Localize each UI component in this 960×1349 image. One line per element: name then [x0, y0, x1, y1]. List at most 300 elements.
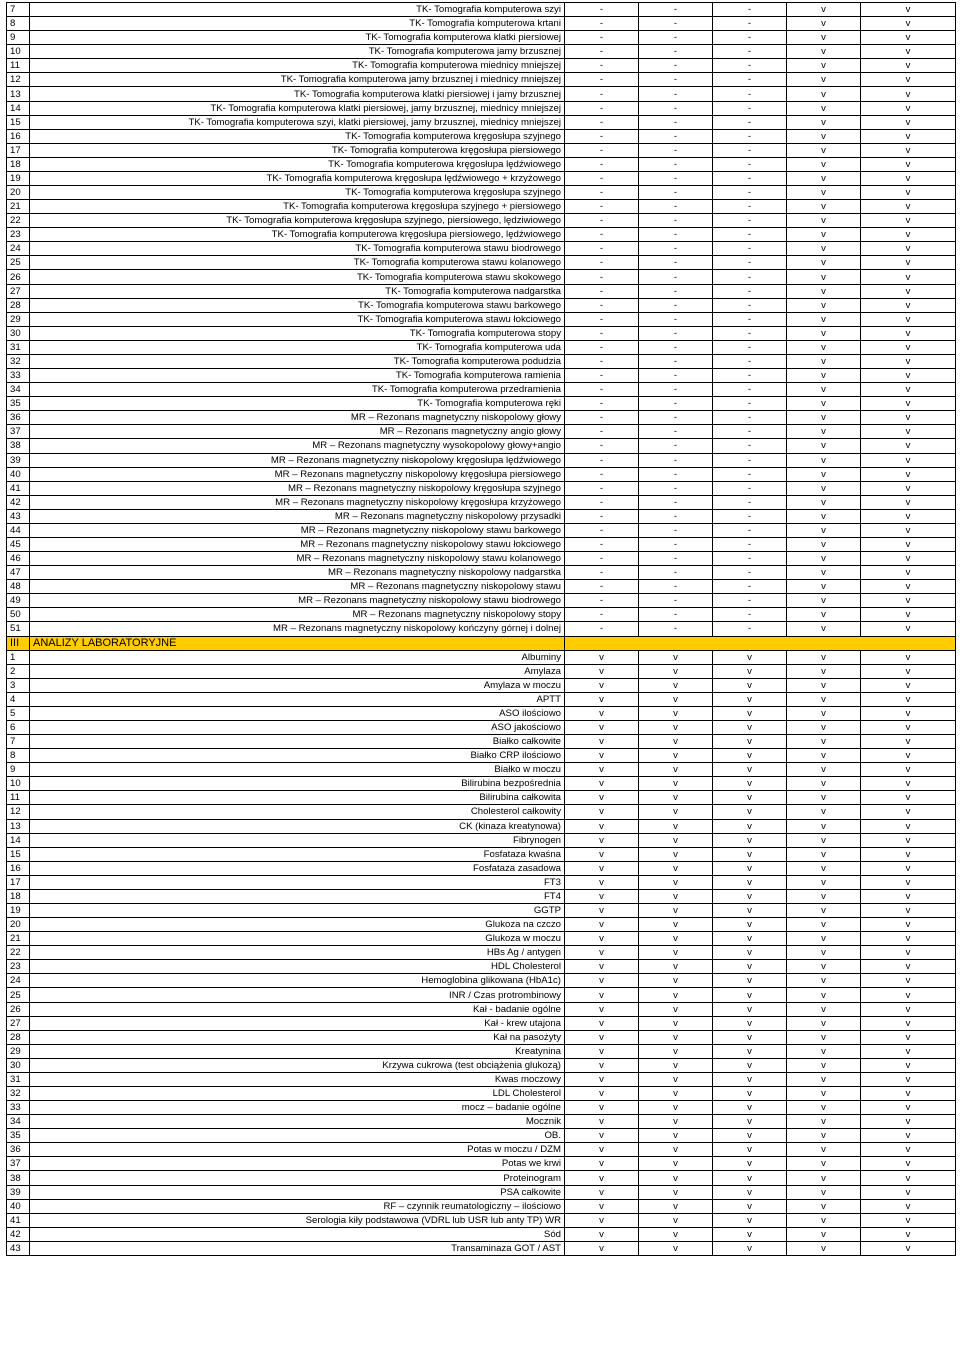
availability-mark-4: v: [787, 580, 861, 594]
availability-mark-3: v: [713, 889, 787, 903]
availability-mark-5: v: [861, 1241, 956, 1255]
availability-mark-2: v: [639, 1002, 713, 1016]
row-number: 17: [7, 143, 30, 157]
table-row: [7, 326, 956, 340]
availability-mark-2: -: [639, 129, 713, 143]
availability-mark-5: v: [861, 889, 956, 903]
availability-mark-4: v: [787, 425, 861, 439]
availability-mark-5: v: [861, 1171, 956, 1185]
service-name: APTT: [30, 692, 565, 706]
table-row: [7, 17, 956, 31]
availability-mark-5: v: [861, 298, 956, 312]
availability-mark-3: -: [713, 439, 787, 453]
availability-mark-3: v: [713, 875, 787, 889]
availability-mark-3: v: [713, 847, 787, 861]
availability-mark-3: -: [713, 552, 787, 566]
service-name: MR – Rezonans magnetyczny niskopolowy kręgosłupa szyjnego: [30, 481, 565, 495]
service-name: Bilirubina bezpośrednia: [30, 777, 565, 791]
row-number: 7: [7, 735, 30, 749]
availability-mark-3: v: [713, 1101, 787, 1115]
availability-mark-4: v: [787, 706, 861, 720]
availability-mark-3: -: [713, 284, 787, 298]
availability-mark-3: -: [713, 87, 787, 101]
table-row: [7, 720, 956, 734]
availability-mark-5: v: [861, 101, 956, 115]
availability-mark-2: v: [639, 1157, 713, 1171]
availability-mark-3: -: [713, 73, 787, 87]
availability-mark-2: v: [639, 1171, 713, 1185]
availability-mark-5: v: [861, 73, 956, 87]
availability-mark-2: v: [639, 777, 713, 791]
availability-mark-5: v: [861, 129, 956, 143]
availability-mark-1: -: [565, 523, 639, 537]
availability-mark-5: v: [861, 1030, 956, 1044]
availability-mark-1: -: [565, 186, 639, 200]
availability-mark-2: -: [639, 256, 713, 270]
availability-mark-4: v: [787, 819, 861, 833]
availability-mark-4: v: [787, 87, 861, 101]
availability-mark-4: v: [787, 1157, 861, 1171]
availability-mark-5: v: [861, 59, 956, 73]
table-row: [7, 1171, 956, 1185]
table-row: [7, 354, 956, 368]
availability-mark-2: v: [639, 1016, 713, 1030]
availability-mark-2: -: [639, 270, 713, 284]
table-row: [7, 608, 956, 622]
availability-mark-1: -: [565, 467, 639, 481]
row-number: 38: [7, 1171, 30, 1185]
availability-mark-5: v: [861, 918, 956, 932]
availability-mark-1: v: [565, 1087, 639, 1101]
availability-mark-3: v: [713, 1199, 787, 1213]
availability-mark-5: v: [861, 354, 956, 368]
table-row: [7, 523, 956, 537]
availability-mark-4: v: [787, 735, 861, 749]
availability-mark-2: -: [639, 425, 713, 439]
availability-mark-2: v: [639, 1115, 713, 1129]
table-row: [7, 875, 956, 889]
availability-mark-2: v: [639, 1143, 713, 1157]
availability-mark-3: -: [713, 580, 787, 594]
availability-mark-3: -: [713, 467, 787, 481]
service-name: TK- Tomografia komputerowa szyi: [30, 3, 565, 17]
row-number: 41: [7, 1213, 30, 1227]
availability-mark-4: v: [787, 411, 861, 425]
table-row: [7, 383, 956, 397]
availability-mark-3: v: [713, 833, 787, 847]
availability-mark-2: -: [639, 467, 713, 481]
availability-mark-5: v: [861, 566, 956, 580]
availability-mark-1: v: [565, 1044, 639, 1058]
availability-mark-5: v: [861, 974, 956, 988]
availability-mark-2: -: [639, 73, 713, 87]
availability-mark-1: -: [565, 115, 639, 129]
service-name: Glukoza w moczu: [30, 932, 565, 946]
row-number: 37: [7, 1157, 30, 1171]
availability-mark-2: v: [639, 678, 713, 692]
service-name: MR – Rezonans magnetyczny niskopolowy kręgosłupa krzyżowego: [30, 495, 565, 509]
availability-mark-2: v: [639, 692, 713, 706]
availability-mark-5: v: [861, 326, 956, 340]
availability-mark-2: v: [639, 861, 713, 875]
availability-mark-5: v: [861, 200, 956, 214]
table-row: [7, 904, 956, 918]
availability-mark-3: v: [713, 1058, 787, 1072]
availability-mark-4: v: [787, 749, 861, 763]
availability-mark-4: v: [787, 622, 861, 636]
availability-mark-2: -: [639, 45, 713, 59]
availability-mark-5: v: [861, 1227, 956, 1241]
table-row: [7, 1157, 956, 1171]
availability-mark-5: v: [861, 312, 956, 326]
availability-mark-3: v: [713, 692, 787, 706]
availability-mark-5: v: [861, 1087, 956, 1101]
table-row: [7, 340, 956, 354]
availability-mark-1: v: [565, 1016, 639, 1030]
availability-mark-4: v: [787, 847, 861, 861]
row-number: 9: [7, 31, 30, 45]
availability-mark-3: v: [713, 1129, 787, 1143]
availability-mark-4: v: [787, 397, 861, 411]
availability-mark-1: -: [565, 312, 639, 326]
availability-mark-3: v: [713, 1087, 787, 1101]
availability-mark-4: v: [787, 552, 861, 566]
availability-mark-2: -: [639, 340, 713, 354]
table-row: [7, 974, 956, 988]
availability-mark-5: v: [861, 481, 956, 495]
availability-mark-3: -: [713, 383, 787, 397]
row-number: 41: [7, 481, 30, 495]
row-number: 20: [7, 186, 30, 200]
availability-mark-2: -: [639, 594, 713, 608]
availability-mark-1: v: [565, 1171, 639, 1185]
section-header-row: [7, 636, 956, 650]
availability-mark-2: v: [639, 875, 713, 889]
availability-mark-3: v: [713, 946, 787, 960]
availability-mark-5: v: [861, 608, 956, 622]
availability-mark-2: -: [639, 580, 713, 594]
availability-mark-4: v: [787, 439, 861, 453]
availability-mark-3: v: [713, 1072, 787, 1086]
service-name: GGTP: [30, 904, 565, 918]
table-row: [7, 284, 956, 298]
availability-mark-2: v: [639, 735, 713, 749]
availability-mark-1: v: [565, 960, 639, 974]
availability-mark-1: -: [565, 537, 639, 551]
service-name: TK- Tomografia komputerowa miednicy mniejszej: [30, 59, 565, 73]
availability-mark-4: v: [787, 692, 861, 706]
availability-mark-3: -: [713, 298, 787, 312]
row-number: 27: [7, 284, 30, 298]
row-number: 25: [7, 256, 30, 270]
row-number: 39: [7, 1185, 30, 1199]
availability-mark-4: v: [787, 833, 861, 847]
row-number: 16: [7, 129, 30, 143]
availability-mark-4: v: [787, 650, 861, 664]
table-row: [7, 932, 956, 946]
availability-mark-4: v: [787, 1087, 861, 1101]
row-number: 9: [7, 763, 30, 777]
service-name: MR – Rezonans magnetyczny niskopolowy stawu: [30, 580, 565, 594]
availability-mark-5: v: [861, 988, 956, 1002]
row-number: 50: [7, 608, 30, 622]
availability-mark-2: v: [639, 1030, 713, 1044]
availability-mark-2: -: [639, 481, 713, 495]
availability-mark-1: v: [565, 678, 639, 692]
availability-mark-3: v: [713, 1002, 787, 1016]
row-number: 14: [7, 833, 30, 847]
table-row: [7, 411, 956, 425]
availability-mark-5: v: [861, 495, 956, 509]
table-row: [7, 495, 956, 509]
availability-mark-3: -: [713, 622, 787, 636]
table-row: [7, 129, 956, 143]
availability-mark-2: v: [639, 1185, 713, 1199]
table-row: [7, 171, 956, 185]
service-name: TK- Tomografia komputerowa stawu skokowego: [30, 270, 565, 284]
availability-mark-2: -: [639, 31, 713, 45]
availability-mark-5: v: [861, 228, 956, 242]
service-name: TK- Tomografia komputerowa ramienia: [30, 369, 565, 383]
service-name: FT3: [30, 875, 565, 889]
availability-mark-1: v: [565, 847, 639, 861]
availability-mark-2: -: [639, 312, 713, 326]
row-number: 30: [7, 1058, 30, 1072]
row-number: 26: [7, 1002, 30, 1016]
row-number: 24: [7, 974, 30, 988]
availability-mark-2: -: [639, 509, 713, 523]
availability-mark-5: v: [861, 439, 956, 453]
availability-mark-4: v: [787, 73, 861, 87]
availability-mark-4: v: [787, 242, 861, 256]
availability-mark-2: v: [639, 720, 713, 734]
table-row: [7, 763, 956, 777]
table-row: [7, 425, 956, 439]
row-number: 7: [7, 3, 30, 17]
availability-mark-5: v: [861, 1115, 956, 1129]
row-number: 10: [7, 45, 30, 59]
availability-mark-4: v: [787, 932, 861, 946]
availability-mark-5: v: [861, 87, 956, 101]
row-number: 1: [7, 650, 30, 664]
availability-mark-1: v: [565, 749, 639, 763]
availability-mark-2: v: [639, 974, 713, 988]
availability-mark-3: -: [713, 186, 787, 200]
availability-mark-1: v: [565, 1185, 639, 1199]
availability-mark-1: v: [565, 1227, 639, 1241]
table-row: [7, 214, 956, 228]
table-row: [7, 1101, 956, 1115]
availability-mark-3: -: [713, 31, 787, 45]
availability-mark-3: -: [713, 3, 787, 17]
availability-mark-4: v: [787, 791, 861, 805]
section-filler: [565, 636, 956, 650]
service-name: FT4: [30, 889, 565, 903]
row-number: 29: [7, 312, 30, 326]
availability-mark-1: v: [565, 1129, 639, 1143]
availability-mark-1: v: [565, 1143, 639, 1157]
availability-mark-4: v: [787, 467, 861, 481]
availability-mark-2: v: [639, 749, 713, 763]
availability-mark-4: v: [787, 354, 861, 368]
availability-mark-4: v: [787, 3, 861, 17]
row-number: 27: [7, 1016, 30, 1030]
availability-mark-4: v: [787, 45, 861, 59]
table-row: [7, 228, 956, 242]
availability-mark-5: v: [861, 411, 956, 425]
service-name: RF – czynnik reumatologiczny – ilościowo: [30, 1199, 565, 1213]
availability-mark-2: v: [639, 904, 713, 918]
service-name: Kał - badanie ogólne: [30, 1002, 565, 1016]
availability-mark-5: v: [861, 453, 956, 467]
row-number: 22: [7, 214, 30, 228]
service-name: MR – Rezonans magnetyczny niskopolowy stawu biodrowego: [30, 594, 565, 608]
availability-mark-2: v: [639, 1072, 713, 1086]
availability-mark-2: -: [639, 552, 713, 566]
table-row: [7, 960, 956, 974]
availability-mark-3: v: [713, 706, 787, 720]
table-row: [7, 749, 956, 763]
availability-mark-2: -: [639, 354, 713, 368]
availability-mark-4: v: [787, 777, 861, 791]
availability-mark-5: v: [861, 467, 956, 481]
service-name: Hemoglobina glikowana (HbA1c): [30, 974, 565, 988]
availability-mark-1: v: [565, 777, 639, 791]
service-name: MR – Rezonans magnetyczny niskopolowy stawu kolanowego: [30, 552, 565, 566]
table-row: [7, 270, 956, 284]
table-row: [7, 87, 956, 101]
availability-mark-4: v: [787, 861, 861, 875]
row-number: 18: [7, 889, 30, 903]
availability-mark-5: v: [861, 1129, 956, 1143]
service-name: MR – Rezonans magnetyczny niskopolowy przysadki: [30, 509, 565, 523]
row-number: 19: [7, 171, 30, 185]
availability-mark-1: v: [565, 918, 639, 932]
availability-mark-2: -: [639, 3, 713, 17]
service-name: Kał - krew utajona: [30, 1016, 565, 1030]
availability-mark-2: v: [639, 1044, 713, 1058]
availability-mark-1: v: [565, 875, 639, 889]
row-number: 40: [7, 1199, 30, 1213]
availability-mark-3: v: [713, 861, 787, 875]
availability-mark-1: -: [565, 594, 639, 608]
service-name: TK- Tomografia komputerowa ręki: [30, 397, 565, 411]
availability-mark-5: v: [861, 1185, 956, 1199]
availability-mark-4: v: [787, 1058, 861, 1072]
table-row: [7, 397, 956, 411]
row-number: 36: [7, 1143, 30, 1157]
service-name: Kał na pasożyty: [30, 1030, 565, 1044]
service-name: Bilirubina całkowita: [30, 791, 565, 805]
availability-mark-4: v: [787, 157, 861, 171]
service-name: Fosfataza kwaśna: [30, 847, 565, 861]
table-row: [7, 594, 956, 608]
availability-mark-1: -: [565, 214, 639, 228]
availability-mark-5: v: [861, 664, 956, 678]
availability-mark-3: -: [713, 157, 787, 171]
availability-mark-1: v: [565, 735, 639, 749]
row-number: 23: [7, 228, 30, 242]
availability-mark-5: v: [861, 622, 956, 636]
service-name: Fosfataza zasadowa: [30, 861, 565, 875]
availability-mark-5: v: [861, 594, 956, 608]
table-row: [7, 777, 956, 791]
availability-mark-4: v: [787, 523, 861, 537]
availability-mark-1: v: [565, 1101, 639, 1115]
availability-mark-1: -: [565, 228, 639, 242]
service-name: mocz – badanie ogólne: [30, 1101, 565, 1115]
availability-mark-5: v: [861, 580, 956, 594]
row-number: 16: [7, 861, 30, 875]
availability-mark-5: v: [861, 763, 956, 777]
availability-mark-5: v: [861, 3, 956, 17]
row-number: 33: [7, 369, 30, 383]
availability-mark-4: v: [787, 988, 861, 1002]
service-name: OB.: [30, 1129, 565, 1143]
availability-mark-3: -: [713, 594, 787, 608]
availability-mark-1: -: [565, 45, 639, 59]
table-row: [7, 805, 956, 819]
availability-mark-1: -: [565, 453, 639, 467]
availability-mark-1: v: [565, 706, 639, 720]
service-name: MR – Rezonans magnetyczny niskopolowy kończyny górnej i dolnej: [30, 622, 565, 636]
availability-mark-5: v: [861, 143, 956, 157]
table-row: [7, 1044, 956, 1058]
availability-mark-5: v: [861, 17, 956, 31]
row-number: 31: [7, 340, 30, 354]
row-number: 11: [7, 59, 30, 73]
availability-mark-5: v: [861, 171, 956, 185]
availability-mark-5: v: [861, 1072, 956, 1086]
service-name: LDL Cholesterol: [30, 1087, 565, 1101]
table-row: [7, 580, 956, 594]
availability-mark-3: -: [713, 45, 787, 59]
availability-mark-1: v: [565, 664, 639, 678]
row-number: 14: [7, 101, 30, 115]
services-table: [6, 2, 956, 1256]
availability-mark-2: -: [639, 17, 713, 31]
service-name: Kwas moczowy: [30, 1072, 565, 1086]
availability-mark-3: -: [713, 59, 787, 73]
table-row: [7, 622, 956, 636]
availability-mark-2: -: [639, 453, 713, 467]
service-name: TK- Tomografia komputerowa kręgosłupa piersiowego, lędźwiowego: [30, 228, 565, 242]
availability-mark-2: -: [639, 228, 713, 242]
table-row: [7, 1213, 956, 1227]
row-number: 15: [7, 847, 30, 861]
availability-mark-2: -: [639, 87, 713, 101]
row-number: 12: [7, 73, 30, 87]
availability-mark-5: v: [861, 904, 956, 918]
services-table-body: [7, 3, 956, 1256]
availability-mark-4: v: [787, 678, 861, 692]
table-row: [7, 706, 956, 720]
availability-mark-1: -: [565, 17, 639, 31]
availability-mark-4: v: [787, 129, 861, 143]
availability-mark-2: -: [639, 284, 713, 298]
availability-mark-3: -: [713, 228, 787, 242]
table-row: [7, 537, 956, 551]
availability-mark-1: v: [565, 805, 639, 819]
service-name: TK- Tomografia komputerowa uda: [30, 340, 565, 354]
row-number: 15: [7, 115, 30, 129]
availability-mark-5: v: [861, 692, 956, 706]
availability-mark-4: v: [787, 143, 861, 157]
row-number: 12: [7, 805, 30, 819]
availability-mark-1: -: [565, 143, 639, 157]
availability-mark-3: -: [713, 509, 787, 523]
availability-mark-5: v: [861, 1213, 956, 1227]
